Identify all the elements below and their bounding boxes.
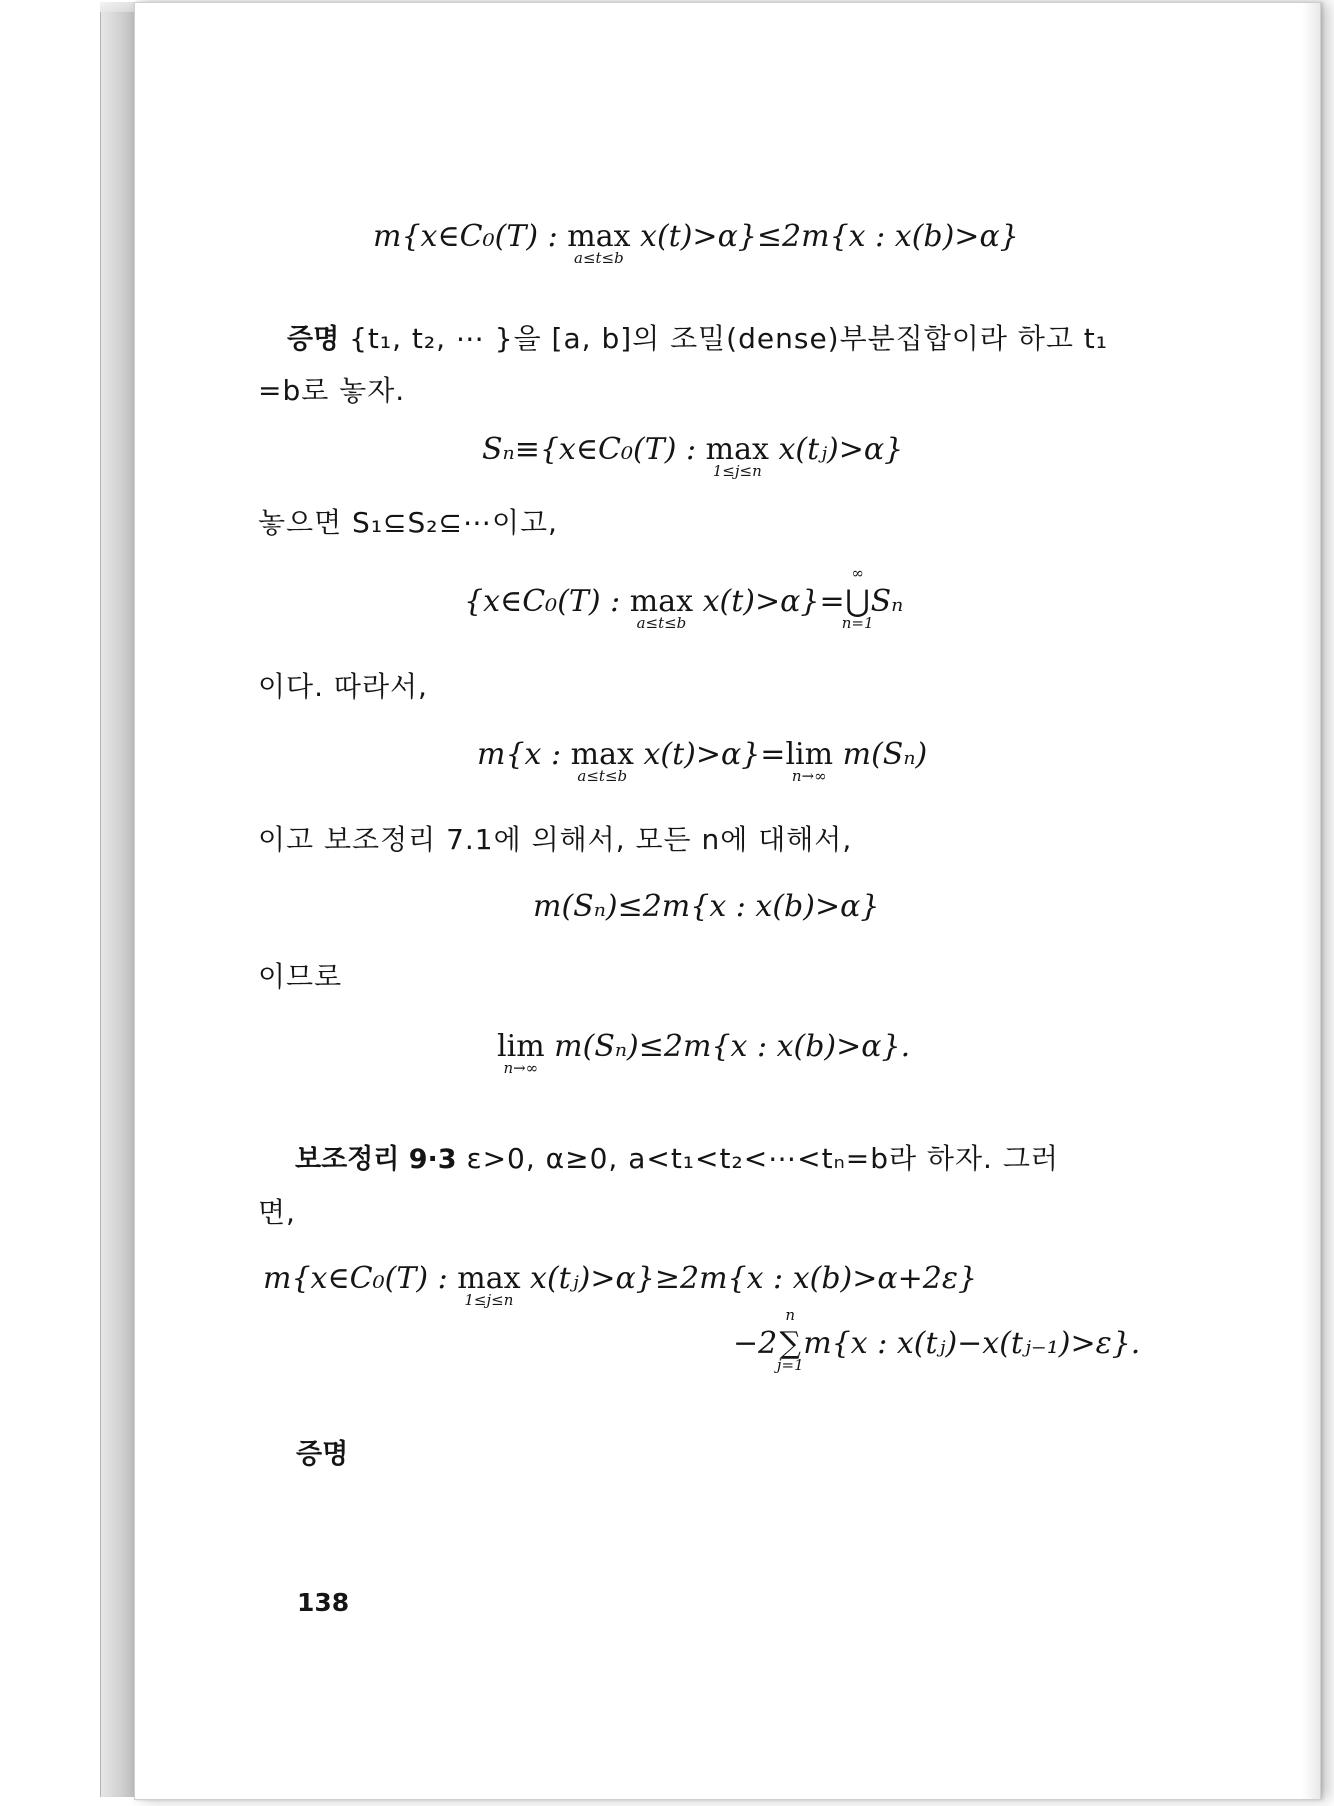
lim-operator: lim xyxy=(497,1029,545,1064)
equation-3-right: Sₙ xyxy=(870,584,904,619)
equation-6 xyxy=(497,1029,911,1077)
union-operator xyxy=(841,564,874,632)
equation-7-max xyxy=(457,1261,521,1309)
lemma-continuation: 면, xyxy=(258,1196,296,1229)
paragraph-5: 이므로 xyxy=(258,960,343,993)
equation-4-max xyxy=(570,737,634,785)
max-subscript: a≤t≤b xyxy=(574,249,624,267)
equation-3 xyxy=(464,564,904,632)
page-number: 138 xyxy=(297,1588,350,1617)
max-subscript: a≤t≤b xyxy=(636,614,687,632)
sum-lower-limit: j=1 xyxy=(776,1356,804,1374)
equation-7-left: m{x∈C₀(T) : xyxy=(263,1261,458,1296)
max-subscript: 1≤j≤n xyxy=(712,462,762,480)
equation-4-right: m(Sₙ) xyxy=(833,737,928,772)
equation-5 xyxy=(533,890,879,924)
max-operator: max xyxy=(567,219,631,254)
lemma-statement xyxy=(295,1142,1059,1177)
equation-6-lim xyxy=(497,1029,545,1077)
max-subscript: 1≤j≤n xyxy=(464,1291,514,1309)
equation-8 xyxy=(733,1306,1141,1374)
lim-subscript: n→∞ xyxy=(503,1059,539,1077)
proof-paragraph-1 xyxy=(287,322,1108,357)
equation-3-left: {x∈C₀(T) : xyxy=(464,584,630,619)
proof-paragraph-1-continuation: =b로 놓자. xyxy=(258,374,406,407)
proof-label-1: 증명 xyxy=(287,324,340,355)
max-operator: max xyxy=(629,584,694,619)
equation-3-middle: x(t)>α}= xyxy=(693,584,845,619)
lemma-label: 보조정리 9·3 xyxy=(295,1144,457,1175)
union-symbol: ⋃ xyxy=(845,584,870,619)
equation-2 xyxy=(482,432,904,480)
max-subscript: a≤t≤b xyxy=(577,767,628,785)
paragraph-3: 이다. 따라서, xyxy=(258,670,428,703)
equation-4-lim xyxy=(785,737,834,785)
book-spine xyxy=(100,12,135,1797)
equation-2-max xyxy=(705,432,769,480)
page-edge-shadow xyxy=(1302,3,1320,1799)
proof-paragraph-1-text: {t₁, t₂, ⋯ }을 [a, b]의 조밀(dense)부분집합이라 하고 t₁ xyxy=(339,322,1108,355)
max-operator: max xyxy=(705,432,769,467)
paragraph-4: 이고 보조정리 7.1에 의해서, 모든 n에 대해서, xyxy=(258,823,853,856)
proof-label-2: 증명 xyxy=(296,1439,349,1470)
lemma-text: ε>0, α≥0, a<t₁<t₂<⋯<tₙ=b라 하자. 그러 xyxy=(456,1142,1059,1175)
union-upper-limit: ∞ xyxy=(851,564,864,582)
union-lower-limit: n=1 xyxy=(841,614,874,632)
equation-4 xyxy=(477,737,928,785)
max-operator: max xyxy=(457,1261,521,1296)
equation-8-left: −2 xyxy=(733,1326,778,1361)
equation-1 xyxy=(373,219,1019,267)
equation-2-left: Sₙ≡{x∈C₀(T) : xyxy=(482,432,706,467)
paragraph-2: 놓으면 S₁⊆S₂⊆⋯이고, xyxy=(258,506,558,539)
sum-upper-limit: n xyxy=(785,1306,796,1324)
equation-8-right: m{x : x(tⱼ)−x(tⱼ₋₁)>ε}. xyxy=(803,1326,1141,1361)
sum-symbol: ∑ xyxy=(779,1326,801,1361)
equation-1-max xyxy=(567,219,631,267)
max-operator: max xyxy=(570,737,634,772)
equation-3-max xyxy=(629,584,694,632)
equation-7-right: x(tⱼ)>α}≥2m{x : x(b)>α+2ε} xyxy=(520,1261,978,1296)
lim-operator: lim xyxy=(785,737,834,772)
equation-1-left: m{x∈C₀(T) : xyxy=(373,219,568,254)
equation-6-right: m(Sₙ)≤2m{x : x(b)>α}. xyxy=(544,1029,911,1064)
lim-subscript: n→∞ xyxy=(791,767,827,785)
equation-4-middle: x(t)>α}= xyxy=(633,737,786,772)
sum-operator xyxy=(776,1306,804,1374)
equation-1-right: x(t)>α}≤2m{x : x(b)>α} xyxy=(630,219,1019,254)
equation-4-left: m{x : xyxy=(477,737,571,772)
equation-5-text: m(Sₙ)≤2m{x : x(b)>α} xyxy=(533,889,880,924)
equation-2-right: x(tⱼ)>α} xyxy=(768,432,904,467)
equation-7 xyxy=(263,1261,978,1309)
